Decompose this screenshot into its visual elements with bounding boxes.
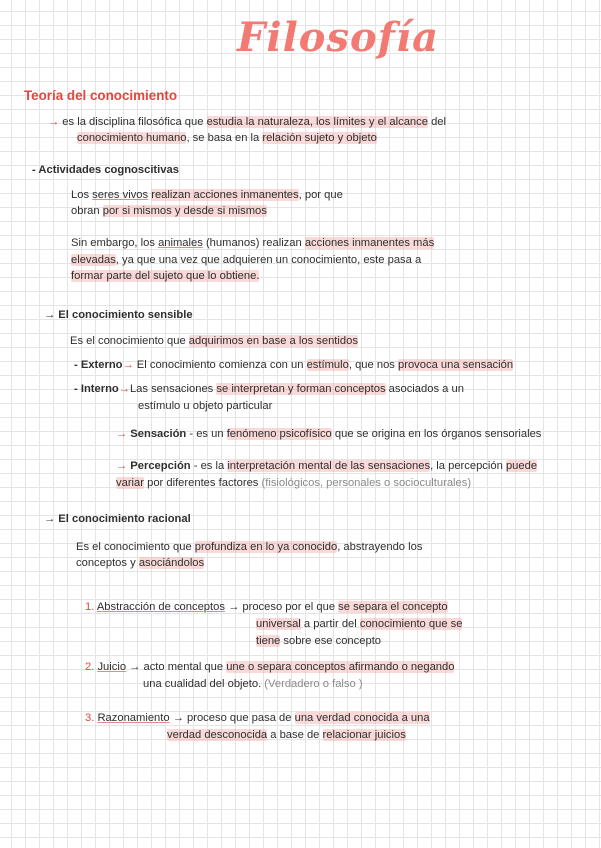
actividades-p2-line-2: elevadas, ya que una vez que adquieren un conocimiento, este pasa a bbox=[71, 254, 422, 266]
arrow-right-icon: → bbox=[118, 383, 130, 395]
arrow-right-icon: → bbox=[44, 309, 56, 321]
racional-item-1-line-1: 1. Abstracción de conceptos → proceso por el que se separa el concepto bbox=[85, 601, 448, 613]
actividades-p2-line-1: Sin embargo, los animales (humanos) realizan acciones inmanentes más bbox=[71, 237, 435, 249]
sensible-externo: - Externo→ El conocimiento comienza con un estímulo, que nos provoca una sensación bbox=[74, 359, 514, 371]
racional-item-3-line-1: 3. Razonamiento → proceso que pasa de una verdad conocida a una bbox=[85, 712, 430, 724]
racional-item-2-line-2: una cualidad del objeto. (Verdadero o falso ) bbox=[143, 678, 363, 690]
sensacion-item: → Sensación - es un fenómeno psicofísico que se origina en los órganos sensoriales bbox=[116, 428, 542, 440]
arrow-right-icon: → bbox=[129, 661, 141, 673]
subheading-actividades: - Actividades cognoscitivas bbox=[32, 164, 179, 176]
sensible-interno-line-1: - Interno→Las sensaciones se interpretan y forman conceptos asociados a un bbox=[74, 383, 464, 395]
racional-definition-line-1: Es el conocimiento que profundiza en lo ya conocido, abstrayendo los bbox=[76, 541, 423, 553]
arrow-right-icon: → bbox=[116, 428, 128, 440]
racional-item-1-line-3: tiene sobre ese concepto bbox=[256, 635, 382, 647]
intro-line-1: → es la disciplina filosófica que estudia la naturaleza, los límites y el alcance del bbox=[48, 116, 447, 128]
arrow-right-icon: → bbox=[228, 601, 240, 613]
sensible-definition: Es el conocimiento que adquirimos en base a los sentidos bbox=[70, 335, 358, 347]
arrow-right-icon: → bbox=[116, 460, 128, 472]
racional-item-1-line-2: universal a partir del conocimiento que se bbox=[256, 618, 463, 630]
subheading-sensible: → El conocimiento sensible bbox=[44, 309, 193, 321]
percepcion-line-1: → Percepción - es la interpretación mental de las sensaciones, la percepción puede bbox=[116, 460, 538, 472]
actividades-p1-line-2: obran por si mismos y desde si mismos bbox=[71, 205, 267, 217]
subheading-racional: → El conocimiento racional bbox=[44, 513, 191, 525]
racional-item-2-line-1: 2. Juicio → acto mental que une o separa conceptos afirmando o negando bbox=[85, 661, 455, 673]
arrow-right-icon: → bbox=[44, 513, 56, 525]
section-heading: Teoría del conocimiento bbox=[24, 88, 178, 103]
actividades-p1-line-1: Los seres vivos realizan acciones inmanentes, por que bbox=[71, 189, 343, 201]
actividades-p2-line-3: formar parte del sujeto que lo obtiene. bbox=[71, 270, 260, 282]
racional-item-3-line-2: verdad desconocida a base de relacionar juicios bbox=[167, 729, 406, 741]
page-title: Filosofía bbox=[237, 14, 439, 61]
racional-definition-line-2: conceptos y asociándolos bbox=[76, 557, 205, 569]
sensible-interno-line-2: estímulo u objeto particular bbox=[138, 400, 273, 412]
arrow-right-icon: → bbox=[172, 712, 184, 724]
arrow-right-icon: → bbox=[48, 116, 60, 128]
percepcion-line-2: variar por diferentes factores (fisiológicos, personales o socioculturales) bbox=[116, 477, 472, 489]
intro-line-2: conocimiento humano, se basa en la relación sujeto y objeto bbox=[77, 132, 377, 144]
arrow-right-icon: → bbox=[122, 359, 134, 371]
